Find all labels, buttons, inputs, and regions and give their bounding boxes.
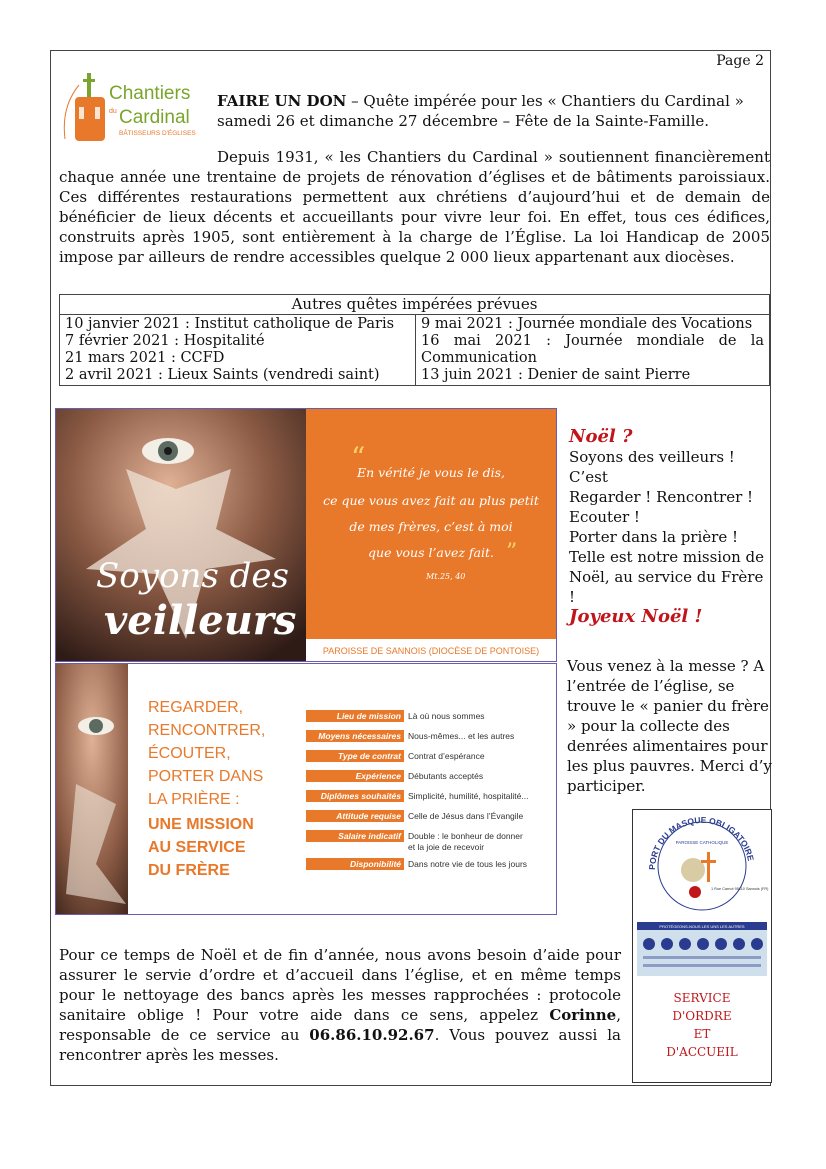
noel-line: Porter dans la prière ! <box>569 528 738 546</box>
mission-value: Débutants acceptés <box>408 771 484 781</box>
mission-line: PORTER DANS <box>148 768 264 785</box>
mission-value: Double : le bonheur de donner <box>408 831 523 841</box>
mission-value: Celle de Jésus dans l’Évangile <box>408 811 524 821</box>
logo-word-3: Cardinal <box>119 107 190 128</box>
mission-line: LA PRIÈRE : <box>148 791 240 808</box>
noel-closing: Joyeux Noël ! <box>569 606 703 627</box>
contact-phone: 06.86.10.92.67 <box>309 1026 435 1044</box>
noel-line: C’est <box>569 468 608 486</box>
noel-line: Regarder ! Rencontrer ! <box>569 488 754 506</box>
mission-value: Là où nous sommes <box>408 711 485 721</box>
mission-key: Lieu de mission <box>336 711 401 721</box>
poster-service-line: D'ORDRE <box>672 1009 732 1023</box>
quete-item: 16 mai 2021 : Journée mondiale de la Communication <box>421 333 764 366</box>
logo-word-2: du <box>109 108 117 115</box>
poster-address: 1 Rue Carnot 95110 Sannois (FR) <box>711 887 769 891</box>
mission-value: Contrat d’espérance <box>408 751 485 761</box>
mission-key: Disponibilité <box>350 859 401 869</box>
poster-graphic <box>633 810 771 1082</box>
noel-line: Soyons des veilleurs ! <box>569 448 735 466</box>
mission-key: Moyens nécessaires <box>318 731 401 741</box>
chantiers-du-cardinal-logo <box>57 67 207 147</box>
mission-bold-line: DU FRÈRE <box>148 862 230 879</box>
noel-block <box>569 427 769 627</box>
svg-text:”: ” <box>506 540 518 565</box>
appel-text: , responsable de ce service au <box>59 1006 621 1044</box>
poster-service-line: D'ACCUEIL <box>666 1045 738 1059</box>
mission-key: Attitude requise <box>336 811 401 821</box>
poster-service-line: SERVICE <box>673 991 731 1005</box>
banner-title-1: Soyons des <box>96 556 289 596</box>
veilleurs-banner <box>55 408 557 662</box>
svg-text:que vous l’avez fait.: que vous l’avez fait. <box>368 545 494 560</box>
banner-title-2: veilleurs <box>104 597 297 644</box>
quetes-header: Autres quêtes impérées prévues <box>60 295 770 315</box>
quete-item: 10 janvier 2021 : Institut catholique de Paris <box>65 316 395 332</box>
mission-bold-line: UNE MISSION <box>148 816 254 833</box>
service-poster <box>632 809 772 1083</box>
svg-text:de mes frères, c’est à moi: de mes frères, c’est à moi <box>349 519 513 534</box>
quete-item: 13 juin 2021 : Denier de saint Pierre <box>421 367 691 383</box>
svg-text:ce que vous avez fait au plus: ce que vous avez fait au plus petit <box>323 493 539 508</box>
banner-footer: PAROISSE DE SANNOIS (DIOCÈSE DE PONTOISE) <box>322 646 540 656</box>
mission-key: Expérience <box>355 771 401 781</box>
svg-text:et la joie de recevoir: et la joie de recevoir <box>408 842 485 852</box>
mission-banner <box>55 663 557 915</box>
contact-name: Corinne <box>549 1006 617 1024</box>
mission-key: Salaire indicatif <box>338 831 401 841</box>
don-intro-text: – Quête impérée pour les « Chantiers du Cardinal » samedi 26 et dimanche 27 décembre – Fête de la Sainte-Famille. <box>217 92 744 130</box>
noel-heading: Noël ? <box>569 426 633 447</box>
mission-line: REGARDER, <box>148 699 244 716</box>
noel-line: Ecouter ! <box>569 508 640 526</box>
mission-line: ÉCOUTER, <box>148 745 231 762</box>
mission-bold-line: AU SERVICE <box>148 839 246 856</box>
mission-key: Type de contrat <box>338 751 401 761</box>
quete-item: 2 avril 2021 : Lieux Saints (vendredi saint) <box>65 367 380 383</box>
page-number: Page 2 <box>716 53 764 69</box>
logo-word-1: Chantiers <box>109 83 191 104</box>
mission-value: Nous-mêmes... et les autres <box>408 731 515 741</box>
quete-item: 7 février 2021 : Hospitalité <box>65 333 265 349</box>
mission-value: Simplicité, humilité, hospitalité... <box>408 791 529 801</box>
logo-subtitle: BÂTISSEURS D'ÉGLISES <box>119 130 196 137</box>
quete-item: 9 mai 2021 : Journée mondiale des Vocations <box>421 316 753 332</box>
poster-service-line: ET <box>693 1027 711 1041</box>
don-intro <box>217 91 772 131</box>
mission-key: Diplômes souhaités <box>320 791 401 801</box>
don-paragraph-text: Depuis 1931, « les Chantiers du Cardinal » soutiennent financièrement chaque année une trentaine de projets de rénovation d’églises et de bâtiments paroissiaux. Ces différentes restaurations permettent aux chrétiens d’aujourd’hui et de demain de bénéficier de lieux décents et accueillants pour vivre leur foi. En effet, tous ces édifices, construits après 1905, sont entièrement à la charge de l’Église. La loi Handicap de 2005 impose par ailleurs de rendre accessibles quelque 2 000 lieux appartenant aux diocèses. <box>59 148 770 266</box>
mission-value: Dans notre vie de tous les jours <box>408 859 528 869</box>
quetes-left-col <box>60 315 416 386</box>
appel-text: Pour ce temps de Noël et de fin d’année, nous avons besoin d’aide pour assurer le servie d’ordre et d’accueil dans l’église, et en même temps pour le nettoyage des bancs après les messes rapprochées : protocole sanitaire oblige ! Pour votre aide dans ce sens, appelez <box>59 946 621 1024</box>
veilleurs-illustration <box>56 409 556 661</box>
page-frame <box>50 50 771 1086</box>
appel-text: . Vous pouvez aussi la rencontrer après les messes. <box>59 1026 621 1064</box>
poster-protect: PROTÉGEONS-NOUS LES UNS LES AUTRES <box>659 924 745 929</box>
don-title: FAIRE UN DON <box>217 92 347 110</box>
quetes-right-col <box>416 315 770 386</box>
noel-line: Telle est notre mission de Noël, au service du Frère ! <box>569 548 765 606</box>
mission-illustration <box>56 664 556 914</box>
poster-parish: PAROISSE CATHOLIQUE <box>675 840 729 845</box>
poster-arc-text: PORT DU MASQUE OBLIGATOIRE <box>646 814 757 871</box>
appel-paragraph <box>59 945 621 1065</box>
svg-text:“: “ <box>351 441 366 474</box>
messe-text: Vous venez à la messe ? A l’entrée de l’église, se trouve le « panier du frère » pour la collecte des denrées alimentaires pour les plus pauvres. Merci d’y participer. <box>567 657 772 795</box>
quetes-table <box>59 294 770 386</box>
banner-ref: Mt.25, 40 <box>426 572 466 581</box>
mission-line: RENCONTRER, <box>148 722 266 739</box>
don-paragraph <box>59 147 770 267</box>
svg-text:En vérité je vous le dis,: En vérité je vous le dis, <box>356 465 506 480</box>
quete-item: 21 mars 2021 : CCFD <box>65 350 225 366</box>
